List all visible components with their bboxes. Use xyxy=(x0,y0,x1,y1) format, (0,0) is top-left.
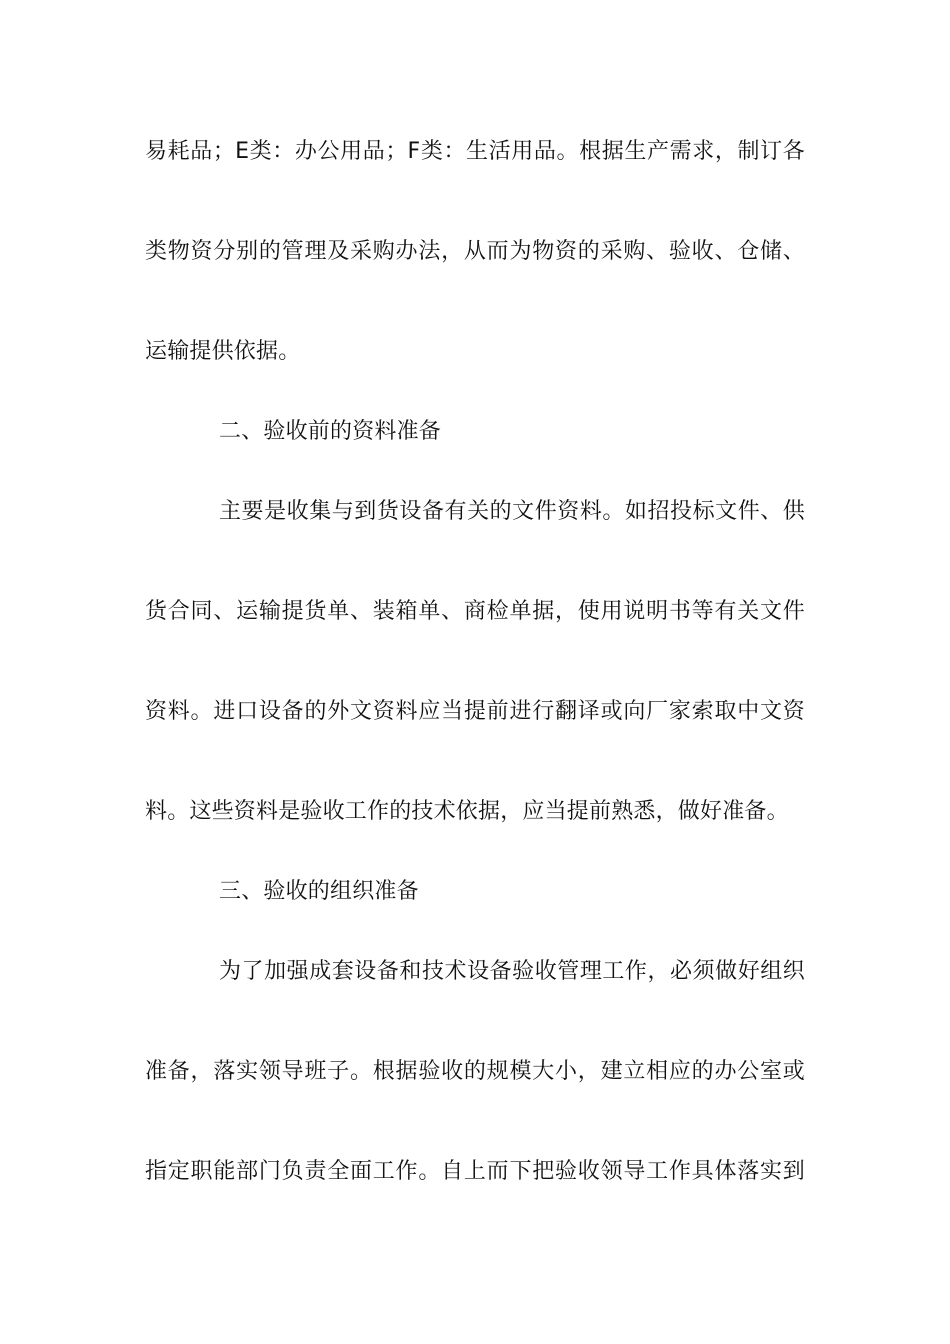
paragraph-line: 指定职能部门负责全面工作。自上而下把验收领导工作具体落实到 xyxy=(145,1159,805,1184)
paragraph-line: 主要是收集与到货设备有关的文件资料。如招投标文件、供 xyxy=(219,499,805,524)
paragraph-line: 类物资分别的管理及采购办法，从而为物资的采购、验收、仓储、 xyxy=(145,239,805,264)
paragraph-line: 资料。进口设备的外文资料应当提前进行翻译或向厂家索取中文资 xyxy=(145,699,805,724)
paragraph-line: 易耗品；E类：办公用品；F类：生活用品。根据生产需求，制订各 xyxy=(145,139,805,164)
paragraph-line: 运输提供依据。 xyxy=(145,339,301,364)
section-heading: 三、验收的组织准备 xyxy=(219,879,419,904)
paragraph-line: 料。这些资料是验收工作的技术依据，应当提前熟悉，做好准备。 xyxy=(145,799,789,824)
paragraph-line: 为了加强成套设备和技术设备验收管理工作，必须做好组织 xyxy=(219,959,805,984)
paragraph-line: 准备，落实领导班子。根据验收的规模大小，建立相应的办公室或 xyxy=(145,1059,805,1084)
paragraph-line: 货合同、运输提货单、装箱单、商检单据，使用说明书等有关文件 xyxy=(145,599,805,624)
section-heading: 二、验收前的资料准备 xyxy=(219,419,442,444)
